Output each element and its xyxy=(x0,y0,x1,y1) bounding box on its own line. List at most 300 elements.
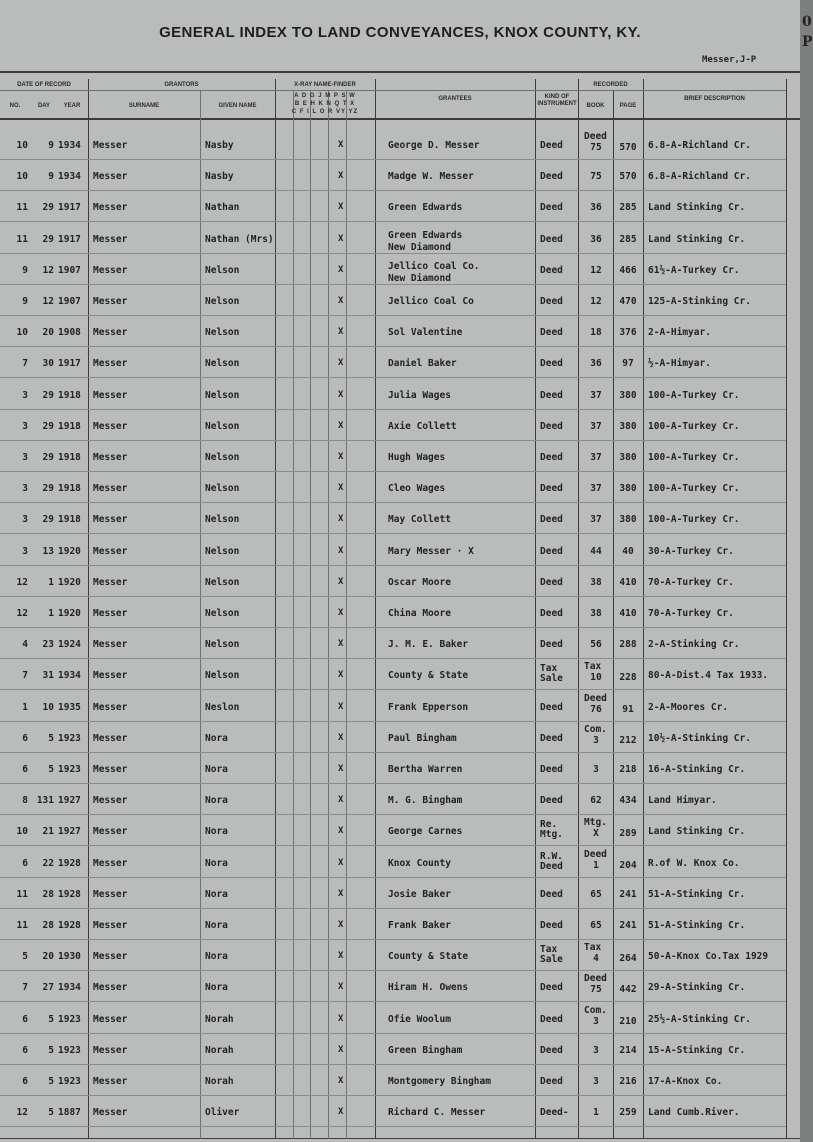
header-year: YEAR xyxy=(63,103,81,109)
header-recorded: RECORDED xyxy=(593,82,628,88)
cell-page: 241 xyxy=(619,889,637,900)
cell-given: Nora xyxy=(205,764,228,775)
row-rule xyxy=(0,253,786,254)
cell-surname: Messer xyxy=(93,390,128,401)
cell-desc: 30-A-Turkey Cr. xyxy=(648,546,734,557)
cell-page: 204 xyxy=(619,860,637,871)
cell-day: 29 xyxy=(42,421,54,432)
cell-book: 36 xyxy=(590,234,602,245)
cell-desc: Land Himyar. xyxy=(648,795,717,806)
cell-kind: Deed xyxy=(540,265,563,276)
cell-kind: Deed xyxy=(540,702,563,713)
cell-kind: Deed xyxy=(540,171,563,182)
cell-kind: Deed xyxy=(540,483,563,494)
cell-given: Nelson xyxy=(205,514,240,525)
cell-kind: Re. xyxy=(540,819,558,830)
table-row xyxy=(0,192,800,222)
table-row xyxy=(0,442,800,472)
cell-day: 131 xyxy=(36,795,54,806)
row-rule xyxy=(0,471,786,472)
cell-year: 1917 xyxy=(58,202,81,213)
xray-mark: X xyxy=(338,452,344,462)
row-rule xyxy=(0,1095,786,1096)
row-rule xyxy=(0,565,786,566)
row-rule xyxy=(0,783,786,784)
table-row xyxy=(0,785,800,815)
cell-day: 29 xyxy=(42,202,54,213)
cell-book-note: Deed xyxy=(584,973,607,984)
cell-no: 7 xyxy=(22,982,28,993)
xray-mark: X xyxy=(338,826,344,836)
cell-year: 1920 xyxy=(58,577,81,588)
cell-page: 285 xyxy=(619,234,637,245)
cell-grantee: Julia Wages xyxy=(388,390,451,401)
cell-desc: 100-A-Turkey Cr. xyxy=(648,390,740,401)
xray-mark: X xyxy=(338,982,344,992)
cell-desc: 100-A-Turkey Cr. xyxy=(648,421,740,432)
cell-given: Nathan (Mrs) xyxy=(205,234,274,245)
cell-no: 10 xyxy=(16,327,28,338)
cell-grantee: Green Edwards xyxy=(388,202,463,213)
cell-no: 3 xyxy=(22,421,28,432)
row-rule xyxy=(0,970,786,971)
cell-year: 1927 xyxy=(58,795,81,806)
cell-book: 36 xyxy=(590,358,602,369)
cell-surname: Messer xyxy=(93,577,128,588)
row-rule xyxy=(0,752,786,753)
cell-grantee: County & State xyxy=(388,670,469,681)
header-xray-letters-3: C F I L O R VY YZ xyxy=(291,109,359,115)
cell-grantee: Mary Messer · X xyxy=(388,546,474,557)
cell-day: 12 xyxy=(42,265,54,276)
cell-no: 3 xyxy=(22,390,28,401)
table-row xyxy=(0,504,800,534)
row-rule xyxy=(0,689,786,690)
cell-book: X xyxy=(593,828,599,839)
cell-grantee: May Collett xyxy=(388,514,451,525)
row-rule xyxy=(0,845,786,846)
table-row xyxy=(0,317,800,347)
header-page: PAGE xyxy=(619,103,637,109)
row-rule xyxy=(0,533,786,534)
cell-page: 380 xyxy=(619,452,637,463)
cell-year: 1923 xyxy=(58,733,81,744)
xray-mark: X xyxy=(338,1045,344,1055)
cell-year: 1907 xyxy=(58,265,81,276)
cell-page: 40 xyxy=(622,546,634,557)
cell-book: 3 xyxy=(593,735,599,746)
cell-book: 65 xyxy=(590,889,602,900)
cell-desc: 2-A-Himyar. xyxy=(648,327,711,338)
cell-grantee: George Carnes xyxy=(388,826,463,837)
xray-mark: X xyxy=(338,733,344,743)
cell-book: 3 xyxy=(593,1045,599,1056)
cell-grantee: Ofie Woolum xyxy=(388,1014,451,1025)
table-row xyxy=(0,380,800,410)
cell-no: 9 xyxy=(22,265,28,276)
xray-mark: X xyxy=(338,390,344,400)
cell-given: Nelson xyxy=(205,639,240,650)
cell-kind: Deed xyxy=(540,296,563,307)
cell-book: 37 xyxy=(590,483,602,494)
cell-year: 1918 xyxy=(58,390,81,401)
cell-kind: Tax xyxy=(540,663,558,674)
cell-page: 289 xyxy=(619,828,637,839)
table-row xyxy=(0,411,800,441)
cell-given: Nelson xyxy=(205,327,240,338)
row-rule xyxy=(0,596,786,597)
cell-day: 10 xyxy=(42,702,54,713)
cell-given: Nora xyxy=(205,795,228,806)
table-row xyxy=(0,1004,800,1034)
cell-page: 380 xyxy=(619,514,637,525)
xray-mark: X xyxy=(338,202,344,212)
cell-desc: R.of W. Knox Co. xyxy=(648,858,740,869)
cell-no: 6 xyxy=(22,764,28,775)
xray-mark: X xyxy=(338,858,344,868)
cell-surname: Messer xyxy=(93,171,128,182)
cell-page: 218 xyxy=(619,764,637,775)
cell-kind: Deed xyxy=(540,546,563,557)
cell-no: 10 xyxy=(16,826,28,837)
cell-book: 38 xyxy=(590,577,602,588)
cell-book: 76 xyxy=(590,704,602,715)
row-rule xyxy=(0,1033,786,1034)
index-tab-name: Messer,J-P xyxy=(702,55,757,65)
header-top-rule xyxy=(0,71,800,73)
cell-given: Nelson xyxy=(205,670,240,681)
cell-grantee: Hiram H. Owens xyxy=(388,982,469,993)
cell-day: 21 xyxy=(42,826,54,837)
cell-day: 29 xyxy=(42,390,54,401)
cell-grantee: Jellico Coal Co xyxy=(388,296,474,307)
cell-kind-line2: Sale xyxy=(540,673,563,684)
xray-mark: X xyxy=(338,265,344,275)
cell-grantee: George D. Messer xyxy=(388,140,480,151)
xray-mark: X xyxy=(338,639,344,649)
table-row xyxy=(0,161,800,191)
cell-desc: 6.8-A-Richland Cr. xyxy=(648,140,751,151)
header-book: BOOK xyxy=(586,103,605,109)
cell-book: 37 xyxy=(590,390,602,401)
cell-book: 62 xyxy=(590,795,602,806)
cell-book: 3 xyxy=(593,1076,599,1087)
cell-no: 3 xyxy=(22,546,28,557)
cell-no: 12 xyxy=(16,1107,28,1118)
cell-kind: Deed xyxy=(540,390,563,401)
cell-day: 5 xyxy=(48,1107,54,1118)
cell-page: 570 xyxy=(619,142,637,153)
cell-grantee: Knox County xyxy=(388,858,451,869)
cell-day: 1 xyxy=(48,577,54,588)
cell-page: 410 xyxy=(619,577,637,588)
row-rule xyxy=(0,190,786,191)
header-no: NO. xyxy=(9,103,21,109)
xray-mark: X xyxy=(338,795,344,805)
cell-page: 570 xyxy=(619,171,637,182)
cell-grantee: J. M. E. Baker xyxy=(388,639,469,650)
cell-surname: Messer xyxy=(93,452,128,463)
cell-year: 1920 xyxy=(58,546,81,557)
cell-surname: Messer xyxy=(93,202,128,213)
cell-year: 1923 xyxy=(58,764,81,775)
cell-given: Nasby xyxy=(205,140,234,151)
cell-desc: 2-A-Moores Cr. xyxy=(648,702,729,713)
cell-book: 1 xyxy=(593,1107,599,1118)
table-row xyxy=(0,567,800,597)
cell-year: 1928 xyxy=(58,858,81,869)
row-rule xyxy=(0,939,786,940)
cell-day: 29 xyxy=(42,483,54,494)
cell-book: 56 xyxy=(590,639,602,650)
cell-grantee: Hugh Wages xyxy=(388,452,446,463)
cell-surname: Messer xyxy=(93,1045,128,1056)
cell-book: 12 xyxy=(590,265,602,276)
cell-book: 38 xyxy=(590,608,602,619)
cell-kind: Deed xyxy=(540,234,563,245)
cell-surname: Messer xyxy=(93,889,128,900)
cell-page: 380 xyxy=(619,390,637,401)
cell-kind: Deed xyxy=(540,1045,563,1056)
cell-book: 10 xyxy=(590,672,602,683)
cell-page: 410 xyxy=(619,608,637,619)
cell-given: Nelson xyxy=(205,452,240,463)
cell-book: 1 xyxy=(593,860,599,871)
cell-surname: Messer xyxy=(93,608,128,619)
cell-year: 1928 xyxy=(58,920,81,931)
cell-surname: Messer xyxy=(93,296,128,307)
cell-kind: Deed xyxy=(540,764,563,775)
cell-page: 259 xyxy=(619,1107,637,1118)
cell-grantee-line2: New Diamond xyxy=(388,273,451,284)
cell-desc: 10½-A-Stinking Cr. xyxy=(648,733,751,744)
cell-kind: Deed xyxy=(540,140,563,151)
cell-book-note: Tax xyxy=(584,661,602,672)
cell-surname: Messer xyxy=(93,514,128,525)
cell-grantee: Richard C. Messer xyxy=(388,1107,486,1118)
row-rule xyxy=(0,284,786,285)
row-rule xyxy=(0,377,786,378)
cell-given: Nora xyxy=(205,858,228,869)
cell-kind: Deed xyxy=(540,421,563,432)
cell-page: 380 xyxy=(619,421,637,432)
table-row xyxy=(0,723,800,753)
table-row xyxy=(0,754,800,784)
cell-kind: Deed- xyxy=(540,1107,569,1118)
cell-desc: 70-A-Turkey Cr. xyxy=(648,608,734,619)
cell-desc: Land Stinking Cr. xyxy=(648,826,746,837)
cell-day: 29 xyxy=(42,234,54,245)
table-row xyxy=(0,1066,800,1096)
cell-grantee: Axie Collett xyxy=(388,421,457,432)
cell-day: 1 xyxy=(48,608,54,619)
cell-book-note: Com. xyxy=(584,724,607,735)
row-rule xyxy=(0,1064,786,1065)
cell-surname: Messer xyxy=(93,702,128,713)
cell-surname: Messer xyxy=(93,733,128,744)
cell-book: 3 xyxy=(593,1016,599,1027)
cell-surname: Messer xyxy=(93,421,128,432)
cell-desc: 100-A-Turkey Cr. xyxy=(648,452,740,463)
cell-kind: R.W. xyxy=(540,851,563,862)
cell-kind: Deed xyxy=(540,982,563,993)
cell-kind: Deed xyxy=(540,514,563,525)
cell-grantee: County & State xyxy=(388,951,469,962)
cell-kind: Deed xyxy=(540,889,563,900)
row-rule xyxy=(0,721,786,722)
cell-page: 228 xyxy=(619,672,637,683)
cell-desc: ½-A-Himyar. xyxy=(648,358,711,369)
cell-book: 44 xyxy=(590,546,602,557)
cell-kind-line2: Mtg. xyxy=(540,829,563,840)
cell-desc: 16-A-Stinking Cr. xyxy=(648,764,746,775)
cell-book-note: Tax xyxy=(584,942,602,953)
cell-surname: Messer xyxy=(93,670,128,681)
cell-year: 1917 xyxy=(58,234,81,245)
table-row xyxy=(0,348,800,378)
cell-page: 91 xyxy=(622,704,634,715)
cell-grantee: Frank Baker xyxy=(388,920,451,931)
row-rule xyxy=(0,440,786,441)
cell-no: 3 xyxy=(22,452,28,463)
cell-book: 75 xyxy=(590,984,602,995)
cell-desc: 100-A-Turkey Cr. xyxy=(648,483,740,494)
cell-desc: 17-A-Knox Co. xyxy=(648,1076,723,1087)
cell-day: 29 xyxy=(42,452,54,463)
page-bottom-rule xyxy=(0,1138,800,1139)
cell-surname: Messer xyxy=(93,327,128,338)
cell-grantee: Frank Epperson xyxy=(388,702,469,713)
cell-given: Nora xyxy=(205,826,228,837)
cell-given: Neslon xyxy=(205,702,240,713)
cell-day: 5 xyxy=(48,733,54,744)
cell-day: 20 xyxy=(42,951,54,962)
cell-book-note: Com. xyxy=(584,1005,607,1016)
cell-page: 380 xyxy=(619,483,637,494)
table-row xyxy=(0,1097,800,1127)
xray-mark: X xyxy=(338,702,344,712)
cell-kind: Deed xyxy=(540,327,563,338)
xray-mark: X xyxy=(338,296,344,306)
cell-day: 9 xyxy=(48,171,54,182)
cell-year: 1923 xyxy=(58,1014,81,1025)
cell-page: 470 xyxy=(619,296,637,307)
table-row xyxy=(0,972,800,1002)
xray-mark: X xyxy=(338,483,344,493)
cell-book: 75 xyxy=(590,142,602,153)
cell-given: Nasby xyxy=(205,171,234,182)
cell-no: 6 xyxy=(22,1014,28,1025)
cell-year: 1935 xyxy=(58,702,81,713)
cell-day: 12 xyxy=(42,296,54,307)
row-rule xyxy=(0,908,786,909)
cell-book: 37 xyxy=(590,514,602,525)
cell-day: 5 xyxy=(48,764,54,775)
table-row xyxy=(0,848,800,878)
cell-year: 1907 xyxy=(58,296,81,307)
cell-no: 1 xyxy=(22,702,28,713)
xray-mark: X xyxy=(338,546,344,556)
table-row xyxy=(0,598,800,628)
cell-desc: 15-A-Stinking Cr. xyxy=(648,1045,746,1056)
header-xray: X-RAY NAME-FINDER xyxy=(294,82,356,88)
cell-given: Nelson xyxy=(205,265,240,276)
cell-grantee: Daniel Baker xyxy=(388,358,457,369)
cell-page: 241 xyxy=(619,920,637,931)
xray-mark: X xyxy=(338,1076,344,1086)
xray-mark: X xyxy=(338,358,344,368)
header-day: DAY xyxy=(37,103,51,109)
header-grantees: GRANTEES xyxy=(438,96,472,102)
cell-surname: Messer xyxy=(93,639,128,650)
cell-no: 11 xyxy=(16,920,28,931)
cell-page: 214 xyxy=(619,1045,637,1056)
cell-given: Nelson xyxy=(205,296,240,307)
cell-no: 11 xyxy=(16,889,28,900)
row-rule xyxy=(0,315,786,316)
header-given-name: GIVEN NAME xyxy=(218,103,257,109)
cell-day: 5 xyxy=(48,1076,54,1087)
cell-given: Nelson xyxy=(205,483,240,494)
cell-surname: Messer xyxy=(93,546,128,557)
cell-year: 1928 xyxy=(58,889,81,900)
cell-given: Nelson xyxy=(205,546,240,557)
cell-year: 1924 xyxy=(58,639,81,650)
cell-desc: 25½-A-Stinking Cr. xyxy=(648,1014,751,1025)
xray-mark: X xyxy=(338,608,344,618)
cell-kind: Deed xyxy=(540,1076,563,1087)
table-row xyxy=(0,255,800,285)
cell-desc: 29-A-Stinking Cr. xyxy=(648,982,746,993)
row-rule xyxy=(0,877,786,878)
cell-page: 210 xyxy=(619,1016,637,1027)
cell-page: 466 xyxy=(619,265,637,276)
xray-mark: X xyxy=(338,920,344,930)
cell-desc: Land Stinking Cr. xyxy=(648,234,746,245)
cell-year: 1918 xyxy=(58,483,81,494)
xray-mark: X xyxy=(338,234,344,244)
row-rule xyxy=(0,1001,786,1002)
row-rule xyxy=(0,409,786,410)
cell-no: 7 xyxy=(22,670,28,681)
cell-kind: Deed xyxy=(540,1014,563,1025)
cell-book: 36 xyxy=(590,202,602,213)
cell-year: 1908 xyxy=(58,327,81,338)
cell-no: 9 xyxy=(22,296,28,307)
cell-desc: 2-A-Stinking Cr. xyxy=(648,639,740,650)
xray-mark: X xyxy=(338,140,344,150)
cell-day: 29 xyxy=(42,514,54,525)
cell-surname: Messer xyxy=(93,795,128,806)
cell-year: 1923 xyxy=(58,1045,81,1056)
cell-book: 37 xyxy=(590,452,602,463)
cell-year: 1918 xyxy=(58,421,81,432)
row-rule xyxy=(0,814,786,815)
table-row xyxy=(0,473,800,503)
row-rule xyxy=(0,1126,786,1127)
cell-book: 12 xyxy=(590,296,602,307)
cell-grantee: Sol Valentine xyxy=(388,327,463,338)
cell-surname: Messer xyxy=(93,982,128,993)
cell-no: 4 xyxy=(22,639,28,650)
header-kind-of-instrument: KIND OF INSTRUMENT xyxy=(537,94,577,107)
cell-surname: Messer xyxy=(93,140,128,151)
cell-grantee: Josie Baker xyxy=(388,889,451,900)
cell-grantee: M. G. Bingham xyxy=(388,795,463,806)
cell-kind: Deed xyxy=(540,639,563,650)
cell-book: 18 xyxy=(590,327,602,338)
cell-no: 11 xyxy=(16,234,28,245)
